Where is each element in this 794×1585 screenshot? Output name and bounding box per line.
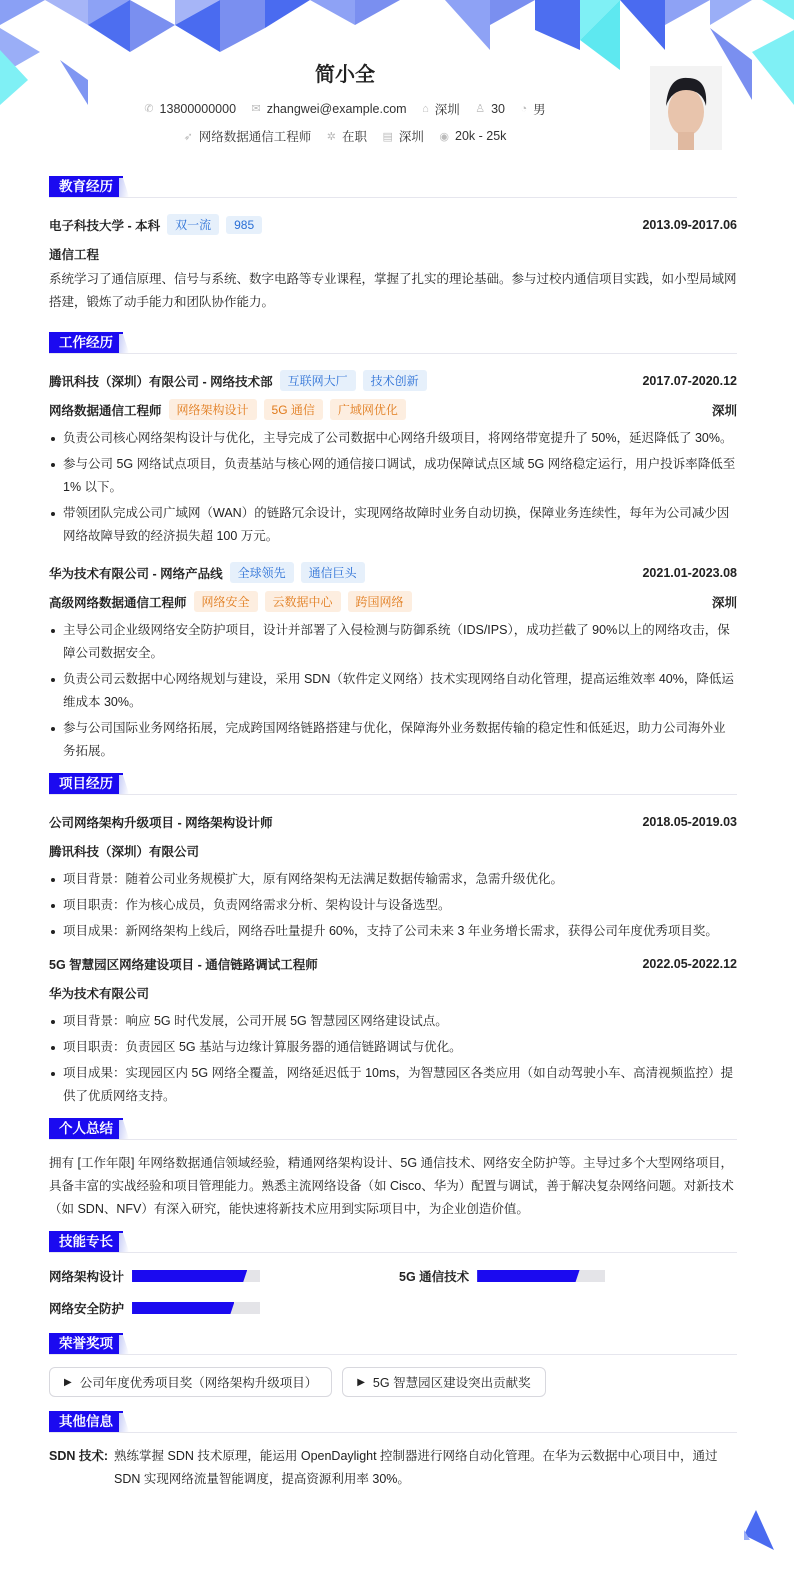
award-item: ▶ 公司年度优秀项目奖（网络架构升级项目） <box>49 1367 332 1397</box>
gender: 男 <box>533 103 546 117</box>
date: 2021.01-2023.08 <box>642 565 737 580</box>
work-entry <box>49 366 737 548</box>
major: 通信工程 <box>49 247 100 262</box>
skill-level-bar <box>132 1302 260 1314</box>
tag: 通信巨头 <box>301 562 365 583</box>
bullet: 负责公司云数据中心网络规划与建设，采用 SDN（软件定义网络）技术实现网络自动化管理，提高运维效率 40%，降低运维成本 30%。 <box>49 668 737 714</box>
email: zhangwei@example.com <box>266 101 407 116</box>
skill-level-bar <box>132 1270 260 1282</box>
bullet: 项目背景：响应 5G 时代发展，公司开展 5G 智慧园区网络建设试点。 <box>49 1010 737 1033</box>
role: 高级网络数据通信工程师 <box>49 595 187 610</box>
skill-tag: 网络安全 <box>194 591 258 612</box>
bullet: 项目背景：随着公司业务规模扩大，原有网络架构无法满足数据传输需求，急需升级优化。 <box>49 868 737 891</box>
tag: 985 <box>226 216 262 234</box>
section-skills: 技能专长 <box>49 1231 737 1253</box>
bullet: 参与公司国际业务网络拓展，完成跨国网络链路搭建与优化，保障海外业务数据传输的稳定性和低延迟，助力公司海外业务拓展。 <box>49 717 737 763</box>
home-icon: ⌂ <box>422 103 429 115</box>
bullet: 项目成果：实现园区内 5G 网络全覆盖，网络延迟低于 10ms，为智慧园区各类应用（如自动驾驶小车、高清视频监控）提供了优质网络支持。 <box>49 1062 737 1108</box>
section-awards: 荣誉奖项 <box>49 1333 737 1355</box>
education-desc: 系统学习了通信原理、信号与系统、数字电路等专业课程，掌握了扎实的理论基础。参与过校内通信项目实践，如小型局域网搭建，锻炼了动手能力和团队协作能力。 <box>49 272 737 309</box>
project-entry <box>49 949 737 1108</box>
phone: 13800000000 <box>159 101 237 116</box>
city: 深圳 <box>711 403 737 418</box>
skill-tag: 云数据中心 <box>265 591 341 612</box>
avatar-photo <box>650 66 722 150</box>
triangle-icon: ▶ <box>357 1376 365 1388</box>
tag: 双一流 <box>167 214 219 235</box>
job-line <box>0 127 690 145</box>
bullet: 项目职责：作为核心成员，负责网络需求分析、架构设计与设备选型。 <box>49 894 737 917</box>
skill-item: 5G 通信技术 <box>399 1265 737 1287</box>
age: 30 <box>491 101 505 116</box>
company: 华为技术有限公司 - 网络产品线 <box>49 566 223 581</box>
skill-item: 网络架构设计 <box>49 1265 399 1287</box>
skill-item: 网络安全防护 <box>49 1297 399 1319</box>
corner-triangle-decoration <box>744 1510 774 1555</box>
send-icon: ➶ <box>183 130 193 143</box>
building-icon: ▤ <box>382 130 393 143</box>
bullet: 带领团队完成公司广域网（WAN）的链路冗余设计，实现网络故障时业务自动切换，保障业务连续性，每年为公司减少因网络故障导致的经济损失超 100 万元。 <box>49 502 737 548</box>
work-entry <box>49 558 737 763</box>
skill-tag: 跨国网络 <box>348 591 412 612</box>
job-status: 在职 <box>342 130 368 144</box>
other-item: SDN 技术: 熟练掌握 SDN 技术原理，能运用 OpenDaylight 控制器进行网络自动化管理。在华为云数据中心项目中，通过 SDN 实现网络流量智能调度，提高资源利用率 30%。 <box>49 1449 718 1486</box>
phone-icon: ✆ <box>144 103 154 115</box>
section-projects: 项目经历 <box>49 773 737 795</box>
skill-level-bar <box>477 1270 605 1282</box>
salary: 20k - 25k <box>455 129 507 143</box>
summary-text: 拥有 [工作年限] 年网络数据通信领域经验，精通网络架构设计、5G 通信技术、网络安全防护等。主导过多个大型网络项目，具备丰富的实战经验和项目管理能力。熟悉主流网络设备（如 Cisco、华为）配置与调试，善于解决复杂网络问题。对新技术（如 SDN、NFV）有深入研究，能快速将新技术应用到实际项目中，为企业创造价值。 <box>49 1156 734 1216</box>
date: 2018.05-2019.03 <box>642 814 737 829</box>
job-title: 网络数据通信工程师 <box>198 130 312 144</box>
award-item: ▶ 5G 智慧园区建设突出贡献奖 <box>342 1367 545 1397</box>
date: 2013.09-2017.06 <box>642 217 737 232</box>
skill-tag: 广域网优化 <box>330 399 406 420</box>
project-title: 公司网络架构升级项目 - 网络架构设计师 <box>49 815 273 830</box>
section-education: 教育经历 <box>49 176 737 198</box>
candidate-name: 简小全 <box>315 64 375 86</box>
tag: 技术创新 <box>363 370 427 391</box>
bullet: 主导公司企业级网络安全防护项目，设计并部署了入侵检测与防御系统（IDS/IPS），成功拦截了 90%以上的网络攻击，保障公司数据安全。 <box>49 619 737 665</box>
location: 深圳 <box>434 103 460 117</box>
project-org: 华为技术有限公司 <box>49 986 150 1001</box>
project-entry <box>49 807 737 943</box>
date: 2022.05-2022.12 <box>642 956 737 971</box>
bullet: 参与公司 5G 网络试点项目，负责基站与核心网的通信接口调试，成功保障试点区域 5G 网络稳定运行，用户投诉率降低至 1% 以下。 <box>49 453 737 499</box>
section-work: 工作经历 <box>49 332 737 354</box>
project-title: 5G 智慧园区网络建设项目 - 通信链路调试工程师 <box>49 957 318 972</box>
skill-tag: 5G 通信 <box>264 399 323 420</box>
project-org: 腾讯科技（深圳）有限公司 <box>49 844 200 859</box>
status-icon: ✲ <box>326 130 336 143</box>
role: 网络数据通信工程师 <box>49 403 162 418</box>
target-city: 深圳 <box>398 130 424 144</box>
age-icon: ♙ <box>475 103 486 115</box>
company: 腾讯科技（深圳）有限公司 - 网络技术部 <box>49 374 273 389</box>
skill-tag: 网络架构设计 <box>169 399 257 420</box>
contact-line <box>0 100 690 118</box>
triangle-icon: ▶ <box>64 1376 72 1388</box>
school: 电子科技大学 - 本科 <box>49 218 161 233</box>
tag: 互联网大厂 <box>280 370 356 391</box>
gender-icon: ◔ <box>520 103 528 115</box>
section-summary: 个人总结 <box>49 1118 737 1140</box>
tag: 全球领先 <box>230 562 294 583</box>
email-icon: ✉ <box>251 103 261 115</box>
date: 2017.07-2020.12 <box>642 373 737 388</box>
city: 深圳 <box>711 595 737 610</box>
bullet: 负责公司核心网络架构设计与优化，主导完成了公司数据中心网络升级项目，将网络带宽提升了 50%，延迟降低了 30%。 <box>49 427 737 450</box>
section-other: 其他信息 <box>49 1411 737 1433</box>
bullet: 项目职责：负责园区 5G 基站与边缘计算服务器的通信链路调试与优化。 <box>49 1036 737 1059</box>
salary-icon: ◉ <box>439 130 450 143</box>
bullet: 项目成果：新网络架构上线后，网络吞吐量提升 60%，支持了公司未来 3 年业务增长需求，获得公司年度优秀项目奖。 <box>49 920 737 943</box>
